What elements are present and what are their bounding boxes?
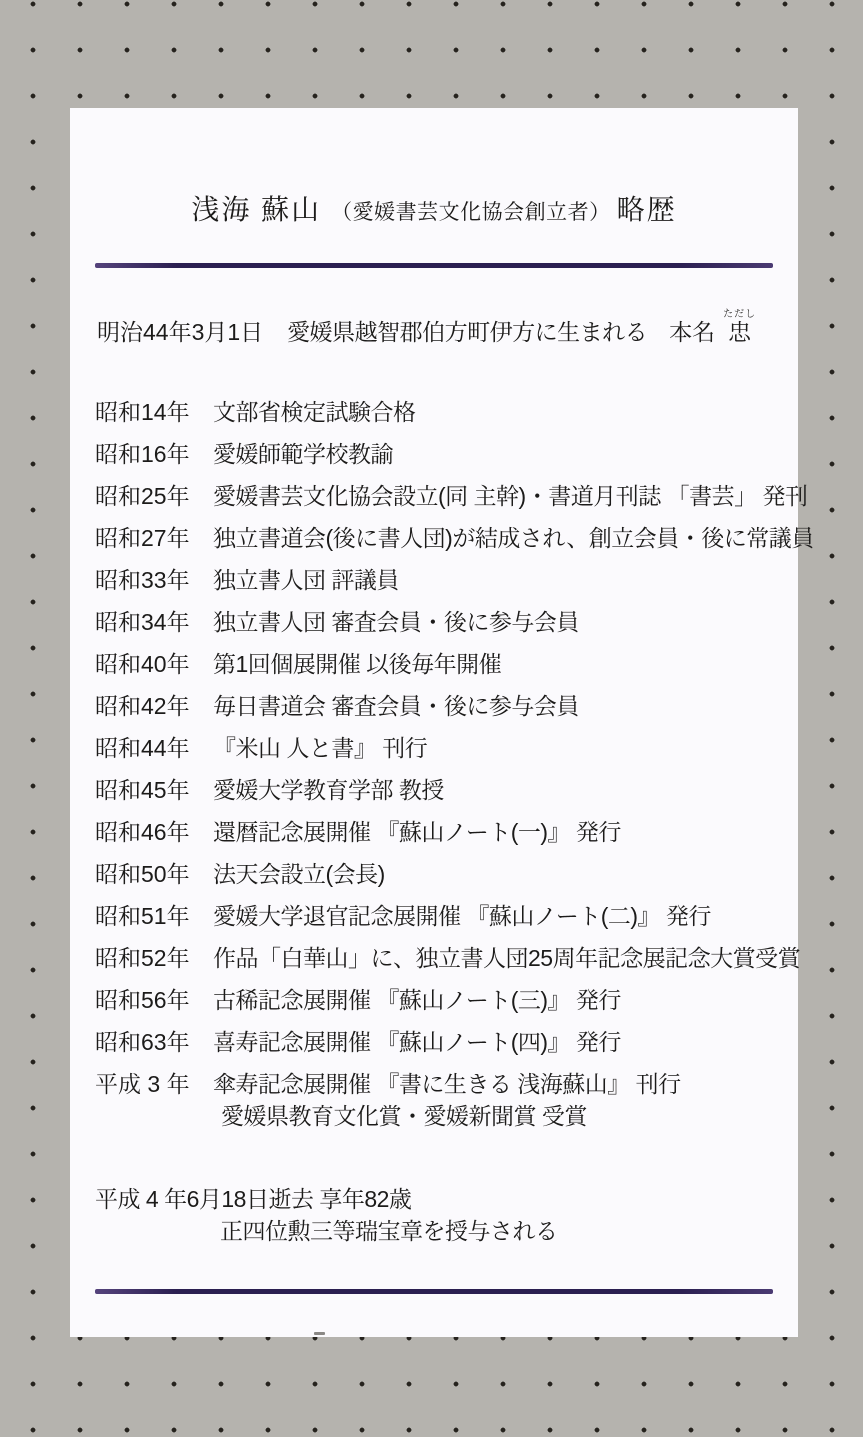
event-text-line2: 愛媛県教育文化賞・愛媛新聞賞 受賞 (221, 1103, 587, 1129)
year-label: 平成 3 年 (95, 1071, 190, 1097)
year-label: 昭和56年 (95, 987, 190, 1013)
birth-date: 明治44年3月1日 (97, 319, 264, 345)
timeline-row (95, 524, 814, 552)
timeline-row (95, 734, 785, 762)
year-label: 昭和27年 (95, 525, 190, 551)
year-label: 昭和51年 (95, 903, 190, 929)
year-label: 昭和63年 (95, 1029, 190, 1055)
year-label: 昭和40年 (95, 651, 190, 677)
title-suffix: 略歴 (616, 194, 677, 225)
bottom-divider-rule (95, 1289, 773, 1294)
year-label: 昭和42年 (95, 693, 190, 719)
event-text: 愛媛書芸文化協会設立(同 主幹)・書道月刊誌 「書芸」 発刊 (213, 483, 808, 509)
event-text: 還暦記念展開催 『蘇山ノート(一)』 発行 (213, 819, 621, 845)
event-text: 愛媛大学退官記念展開催 『蘇山ノート(二)』 発行 (213, 903, 711, 929)
event-text: 愛媛師範学校教諭 (213, 441, 393, 467)
year-label: 昭和50年 (95, 861, 190, 887)
event-text: 文部省検定試験合格 (213, 399, 416, 425)
timeline-row (95, 902, 785, 930)
timeline-row (95, 1070, 785, 1130)
furigana: ただし (723, 309, 757, 320)
year-label: 昭和14年 (95, 399, 190, 425)
timeline-row (95, 692, 785, 720)
timeline-row (95, 566, 785, 594)
top-divider-rule (95, 263, 773, 268)
event-text: 独立書人団 評議員 (213, 567, 399, 593)
birth-place: 愛媛県越智郡伯方町伊方に生まれる (287, 319, 648, 345)
birth-line (97, 297, 756, 345)
title-name: 浅海 蘇山 (191, 194, 322, 225)
death-line-1: 平成 4 年6月18日逝去 享年82歳 (95, 1186, 412, 1212)
year-label: 昭和46年 (95, 819, 190, 845)
timeline-row (95, 650, 785, 678)
year-label: 昭和33年 (95, 567, 190, 593)
scan-artifact-mark (314, 1332, 325, 1335)
year-label: 昭和52年 (95, 945, 190, 971)
given-name: 忠 (723, 319, 757, 345)
event-text: 独立書道会(後に書人団)が結成され、創立会員・後に常議員 (213, 525, 814, 551)
year-label: 昭和25年 (95, 483, 190, 509)
page-title (70, 188, 798, 228)
event-text (213, 1070, 785, 1130)
event-text: 第1回個展開催 以後毎年開催 (213, 651, 502, 677)
timeline-row (95, 818, 785, 846)
year-label: 昭和34年 (95, 609, 190, 635)
event-text: 愛媛大学教育学部 教授 (213, 777, 444, 803)
event-text: 古稀記念展開催 『蘇山ノート(三)』 発行 (213, 987, 621, 1013)
death-block (95, 1185, 558, 1245)
scanned-document-paper (70, 108, 814, 1337)
timeline-list (95, 398, 814, 1144)
event-text: 毎日書道会 審査会員・後に参与会員 (213, 693, 579, 719)
timeline-row (95, 944, 801, 972)
timeline-row (95, 776, 785, 804)
death-line-2: 正四位勲三等瑞宝章を授与される (220, 1218, 558, 1244)
timeline-row (95, 608, 785, 636)
given-name-with-furigana (723, 309, 756, 345)
timeline-row (95, 986, 785, 1014)
name-label: 本名 (669, 319, 716, 345)
title-parenthetical: （愛媛書芸文化協会創立者） (331, 201, 611, 224)
event-text: 法天会設立(会長) (213, 861, 385, 887)
event-text: 独立書人団 審査会員・後に参与会員 (213, 609, 579, 635)
timeline-row (95, 440, 785, 468)
timeline-row (95, 398, 785, 426)
event-text-line1: 傘寿記念展開催 『書に生きる 浅海蘇山』 刊行 (213, 1071, 681, 1097)
year-label: 昭和44年 (95, 735, 190, 761)
timeline-row (95, 482, 808, 510)
event-text: 喜寿記念展開催 『蘇山ノート(四)』 発行 (213, 1029, 621, 1055)
event-text: 作品「白華山」に、独立書人団25周年記念展記念大賞受賞 (213, 945, 801, 971)
year-label: 昭和45年 (95, 777, 190, 803)
timeline-row (95, 860, 785, 888)
timeline-row (95, 1028, 785, 1056)
year-label: 昭和16年 (95, 441, 190, 467)
event-text: 『米山 人と書』 刊行 (213, 735, 428, 761)
